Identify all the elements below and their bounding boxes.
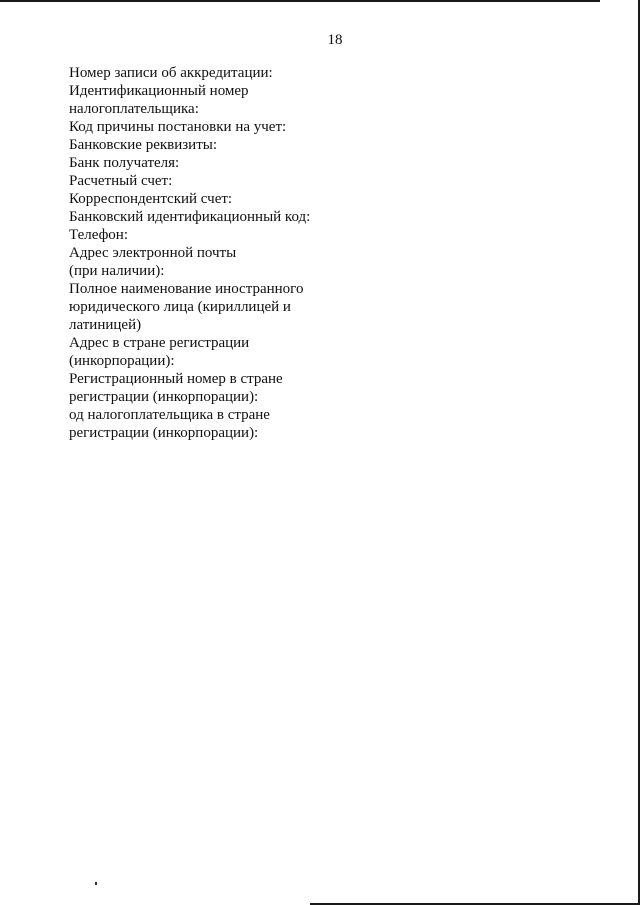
field-registration-country-address [69,334,369,370]
field-phone [69,226,369,244]
field-settlement-account [69,172,369,190]
field-label-line: Регистрационный номер в стране [69,371,283,387]
field-label-line: Номер записи об аккредитации: [69,65,273,81]
field-label-line: Адрес электронной почты [69,245,237,261]
field-label-line: юридического лица (кириллицей и [69,299,291,315]
field-label-line: Корреспондентский счет: [69,191,233,207]
field-label-line: Полное наименование иностранного [69,281,304,297]
field-label-line: регистрации (инкорпорации): [69,389,259,405]
field-label-line: Код причины постановки на учет: [69,119,287,135]
field-label-line: од налогоплательщика в стране [69,407,270,423]
scan-edge-top [0,0,600,2]
field-label-line: Адрес в стране регистрации [69,335,250,351]
field-registration-country-number [69,370,369,406]
field-registration-reason-code [69,118,369,136]
field-taxpayer-id [69,82,369,118]
field-bank-id-code [69,208,369,226]
field-bank-details [69,136,369,154]
field-label-line: налогоплательщика: [69,101,199,117]
field-label-line: Банк получателя: [69,155,180,171]
field-label-line: Телефон: [69,227,128,243]
field-label-line: регистрации (инкорпорации): [69,425,259,441]
field-label-line: (инкорпорации): [69,353,175,369]
field-label-line: Банковский идентификационный код: [69,209,311,225]
field-accreditation-record-number [69,64,369,82]
field-label-line: (при наличии): [69,263,165,279]
field-email [69,244,369,280]
field-foreign-entity-full-name [69,280,369,334]
scan-speck [95,882,97,885]
field-label-line: Расчетный счет: [69,173,173,189]
field-correspondent-account [69,190,369,208]
field-label-line: Банковские реквизиты: [69,137,218,153]
field-label-line: латиницей) [69,317,142,333]
field-registration-country-taxpayer-code [69,406,369,442]
requisites-field-list [69,64,369,442]
field-recipient-bank [69,154,369,172]
field-label-line: Идентификационный номер [69,83,249,99]
page-number: 18 [327,32,343,48]
